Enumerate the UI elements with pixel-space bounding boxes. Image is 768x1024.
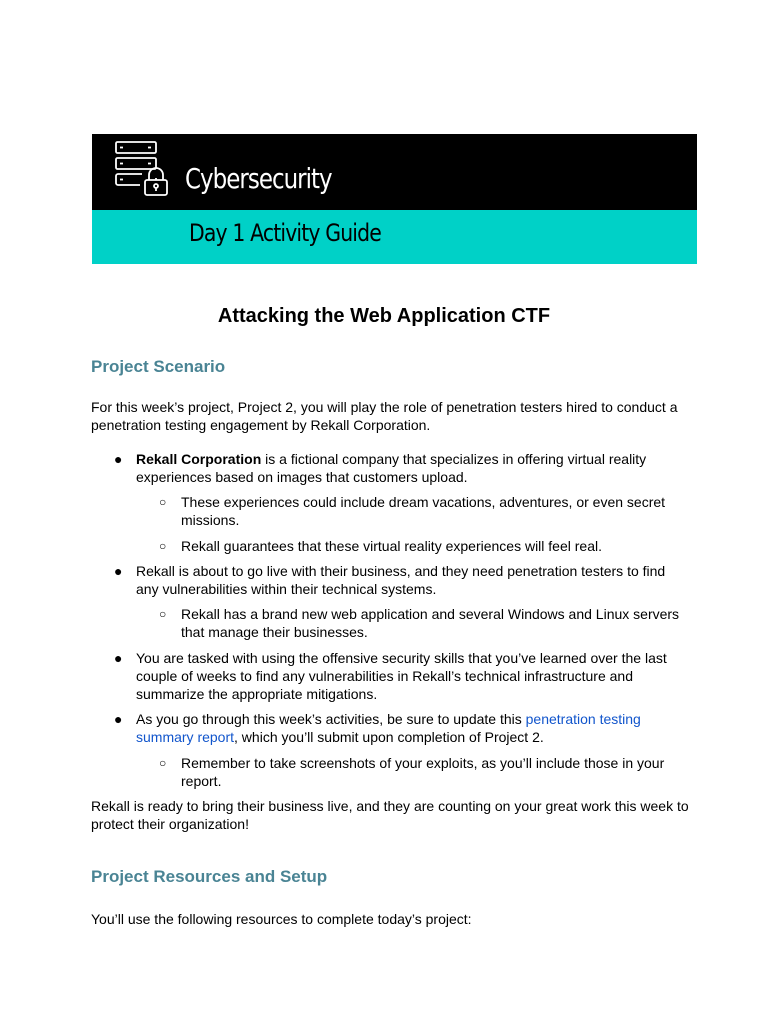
list-item-text: As you go through this week’s activities, be sure to update this [136,711,526,727]
summary-report-link[interactable]: penetration testing summary report [136,711,641,745]
circle-bullet-icon: ○ [159,539,167,553]
bullet-icon: ● [114,711,123,727]
list-item-text: is a fictional company that specializes in offering virtual reality experiences based on images that customers upload. [136,451,647,485]
document-title: Attacking the Web Application CTF [217,305,551,327]
list-item-text: You are tasked with using the offensive security skills that you’ve learned over the last couple of weeks to find any vulnerabilities in Rekall’s technical infrastructure and summarize the appropriate mitigations. [136,650,667,702]
banner-title: Cybersecurity [185,162,332,195]
header-banner [92,134,697,264]
resources-intro: You’ll use the following resources to complete today’s project: [91,911,472,927]
circle-bullet-icon: ○ [159,607,167,621]
sub-list-item-text: Remember to take screenshots of your exploits, as you’ll include those in your report. [181,755,665,789]
circle-bullet-icon: ○ [159,495,167,509]
banner-subtitle-bar [92,210,697,264]
sub-list-item-text: These experiences could include dream vacations, adventures, or even secret missions. [181,494,666,528]
list-item-text: , which you’ll submit upon completion of Project 2. [234,729,544,745]
scenario-closing: Rekall is ready to bring their business live, and they are counting on your great work this week to protect their organization! [91,798,689,832]
company-name: Rekall Corporation [136,451,262,467]
section-heading-resources: Project Resources and Setup [91,867,328,886]
circle-bullet-icon: ○ [159,756,167,770]
bullet-icon: ● [114,650,123,666]
sub-list-item-text: Rekall has a brand new web application and several Windows and Linux servers that manage their businesses. [181,606,680,640]
section-heading-scenario: Project Scenario [91,357,226,376]
banner-top [92,134,697,210]
list-item-text: Rekall is about to go live with their business, and they need penetration testers to find any vulnerabilities within their technical systems. [136,563,666,597]
bullet-icon: ● [114,451,123,467]
scenario-intro: For this week’s project, Project 2, you will play the role of penetration testers hired to conduct a penetration testing engagement by Rekall Corporation. [91,399,678,433]
banner-subtitle: Day 1 Activity Guide [189,219,381,247]
sub-list-item-text: Rekall guarantees that these virtual reality experiences will feel real. [181,538,602,554]
bullet-icon: ● [114,563,123,579]
server-lock-icon [114,140,170,196]
